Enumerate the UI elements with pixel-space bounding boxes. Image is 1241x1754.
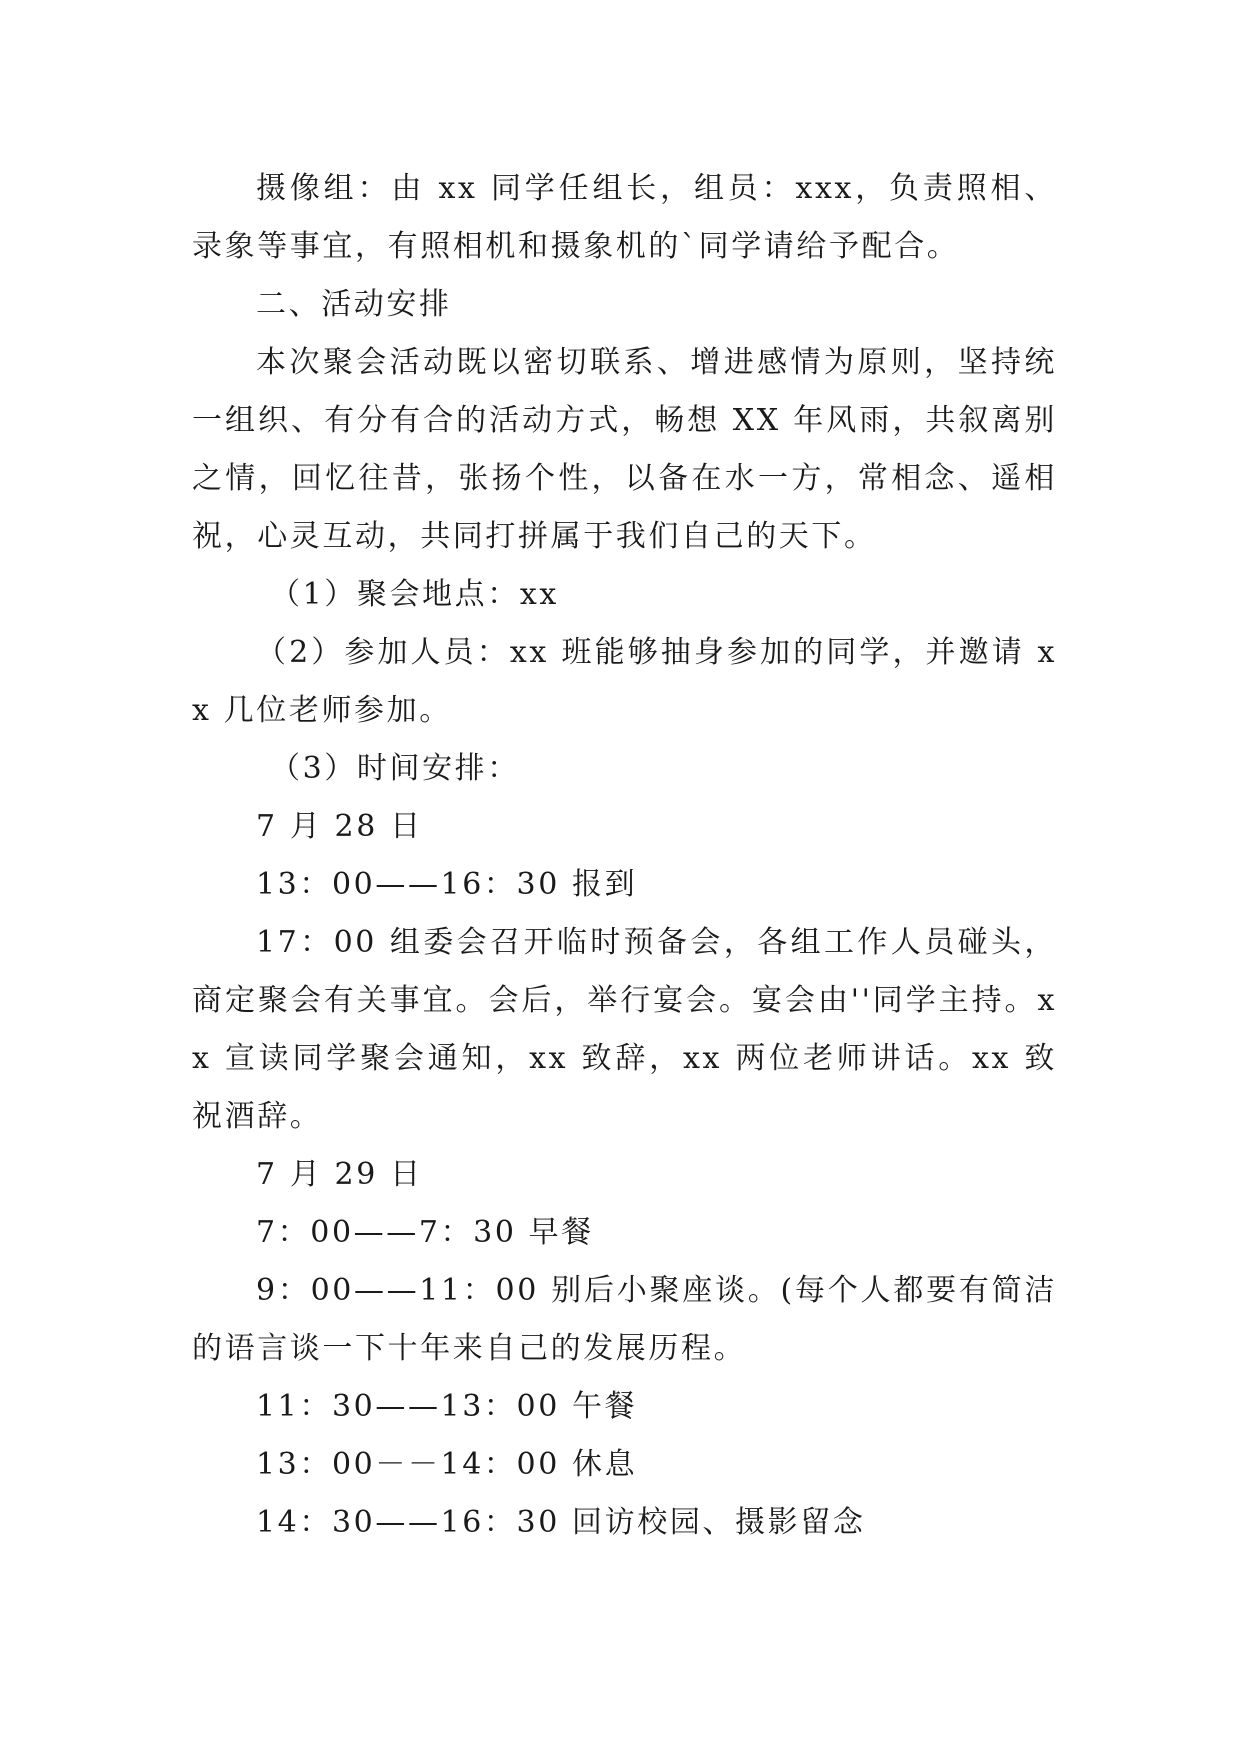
schedule-entry-preparatory-meeting: 17：00 组委会召开临时预备会，各组工作人员碰头，商定聚会有关事宜。会后，举行宴会。宴会由''同学主持。xx 宣读同学聚会通知，xx 致辞，xx 两位老师讲话。xx 致祝酒辞。 — [192, 925, 1057, 1134]
schedule-entry-registration: 13：00——16：30 报到 — [256, 867, 638, 902]
item-schedule-heading: （3）时间安排： — [270, 751, 520, 786]
schedule-entry-discussion: 9：00——11：00 别后小聚座谈。(每个人都要有简洁的语言谈一下十年来自己的发展历程。 — [192, 1273, 1057, 1366]
schedule-date-july-28: 7 月 28 日 — [256, 809, 423, 844]
schedule-entry-rest: 13：00－－14：00 休息 — [256, 1447, 638, 1482]
section-heading-activity-arrangement: 二、活动安排 — [256, 287, 452, 322]
paragraph-activity-principle: 本次聚会活动既以密切联系、增进感情为原则，坚持统一组织、有分有合的活动方式，畅想 XX 年风雨，共叙离别之情，回忆往昔，张扬个性，以备在水一方，常相念、遥相祝，心灵互动，共同打拼属于我们自己的天下。 — [192, 345, 1057, 554]
document-body — [192, 160, 1057, 1552]
schedule-entry-lunch: 11：30——13：00 午餐 — [256, 1389, 638, 1424]
schedule-entry-campus-visit: 14：30——16：30 回访校园、摄影留念 — [256, 1505, 866, 1540]
schedule-date-july-29: 7 月 29 日 — [256, 1157, 423, 1192]
paragraph-camera-group: 摄像组：由 xx 同学任组长，组员：xxx，负责照相、录象等事宜，有照相机和摄象机的`同学请给予配合。 — [192, 171, 1057, 264]
item-venue: （1）聚会地点：xx — [270, 577, 559, 612]
schedule-entry-breakfast: 7：00——7：30 早餐 — [256, 1215, 594, 1250]
item-participants: （2）参加人员：xx 班能够抽身参加的同学，并邀请 xx 几位老师参加。 — [192, 635, 1057, 728]
